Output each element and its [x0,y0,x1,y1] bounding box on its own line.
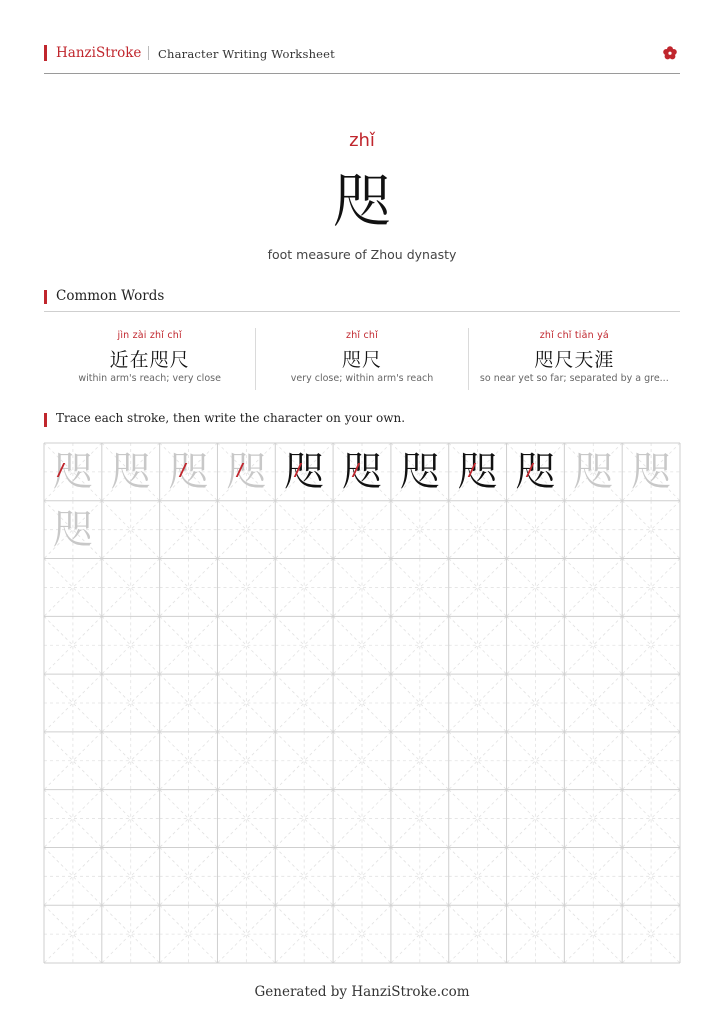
practice-cell[interactable]: 咫 [631,448,672,495]
practice-cell[interactable] [102,732,160,790]
practice-cell[interactable] [507,674,565,732]
practice-cell[interactable] [160,790,218,848]
practice-cell[interactable]: 咫 [573,448,614,495]
practice-cell[interactable]: 咫 [284,448,325,495]
practice-cell[interactable] [102,847,160,905]
practice-cell[interactable] [391,732,449,790]
stroke-highlight [57,463,72,477]
brand-name: HanziStroke [56,45,142,61]
practice-cell[interactable] [217,616,275,674]
practice-cell[interactable] [391,790,449,848]
practice-cell[interactable] [391,559,449,617]
practice-cell[interactable] [44,905,102,963]
practice-cell[interactable] [391,674,449,732]
practice-cell[interactable] [160,905,218,963]
practice-cell[interactable] [275,501,333,559]
practice-cell[interactable] [275,790,333,848]
practice-cell[interactable] [622,732,680,790]
practice-cell[interactable]: 咫 [52,506,93,553]
practice-cell[interactable] [449,905,507,963]
practice-cell[interactable]: 咫 [399,448,440,495]
practice-cell[interactable] [391,616,449,674]
practice-cell[interactable] [275,559,333,617]
practice-cell[interactable] [333,674,391,732]
practice-cell[interactable] [622,905,680,963]
practice-cell[interactable] [44,616,102,674]
common-words-list [44,328,680,390]
practice-cell[interactable] [622,559,680,617]
practice-cell[interactable] [160,616,218,674]
practice-cell[interactable] [333,501,391,559]
practice-cell[interactable] [217,847,275,905]
practice-cell[interactable] [44,732,102,790]
word-pinyin: zhǐ chǐ tiān yá [539,330,609,341]
practice-cell[interactable] [507,732,565,790]
section-divider [44,311,680,312]
practice-cell[interactable] [622,847,680,905]
practice-cell[interactable] [622,501,680,559]
practice-cell[interactable] [622,616,680,674]
practice-cell[interactable]: 咫 [226,448,267,495]
practice-grid [43,442,681,964]
common-words-title: Common Words [56,288,165,304]
word-hanzi: 咫尺 [341,349,382,371]
practice-cell[interactable] [564,905,622,963]
word-pinyin: jìn zài zhǐ chǐ [117,330,182,341]
practice-cell[interactable] [275,905,333,963]
practice-cell[interactable] [564,559,622,617]
word-card [44,328,255,390]
practice-cell[interactable] [564,847,622,905]
section-accent-bar [44,413,47,427]
main-character: 咫 [332,167,391,235]
practice-cell[interactable] [217,501,275,559]
practice-cell[interactable] [217,905,275,963]
stroke-highlight [178,463,193,477]
word-card [255,328,467,390]
character-pinyin: zhǐ [349,130,375,151]
practice-cell[interactable] [449,732,507,790]
practice-cell[interactable]: 咫 [110,448,151,495]
practice-cell[interactable] [160,559,218,617]
practice-cell[interactable] [333,732,391,790]
character-meaning: foot measure of Zhou dynasty [267,247,457,262]
practice-cell[interactable]: 咫 [168,448,209,495]
practice-cell[interactable] [44,847,102,905]
word-translation: very close; within arm's reach [290,373,434,384]
section-accent-bar [44,290,47,304]
practice-cell[interactable]: 咫 [341,448,382,495]
page-footer: Generated by HanziStroke.com [254,984,470,1000]
worksheet-subtitle: Character Writing Worksheet [158,47,336,61]
practice-cell[interactable] [622,674,680,732]
practice-cell[interactable] [44,674,102,732]
practice-cell[interactable] [391,905,449,963]
stroke-highlight [352,463,367,477]
stroke-highlight [236,463,251,477]
practice-cell[interactable]: 咫 [515,448,556,495]
practice-cell[interactable] [622,790,680,848]
practice-cell[interactable] [102,501,160,559]
page-header [44,44,680,74]
practice-cell[interactable] [507,847,565,905]
practice-cell[interactable] [564,616,622,674]
practice-cell[interactable] [507,905,565,963]
word-pinyin: zhǐ chǐ [346,330,378,341]
practice-cell[interactable] [217,732,275,790]
common-words-heading [44,288,164,304]
practice-cell[interactable] [275,674,333,732]
word-hanzi: 咫尺天涯 [534,349,615,371]
word-card [468,328,680,390]
practice-instruction: Trace each stroke, then write the character on your own. [56,411,406,425]
practice-cell[interactable] [217,674,275,732]
stroke-highlight [294,463,309,477]
practice-cell[interactable] [102,790,160,848]
practice-heading [44,411,405,425]
word-translation: so near yet so far; separated by a gre... [479,373,669,384]
practice-cell[interactable] [102,559,160,617]
practice-cell[interactable] [160,501,218,559]
practice-cell[interactable] [217,790,275,848]
practice-cell[interactable] [102,616,160,674]
practice-cell[interactable] [333,559,391,617]
practice-cell[interactable] [564,732,622,790]
practice-cell[interactable] [449,790,507,848]
practice-cell[interactable] [564,790,622,848]
practice-cell[interactable] [391,847,449,905]
practice-cell[interactable] [449,674,507,732]
practice-cell[interactable] [333,905,391,963]
practice-cell[interactable] [333,790,391,848]
practice-cell[interactable] [507,501,565,559]
stroke-highlight [467,463,482,477]
practice-cell[interactable] [102,674,160,732]
practice-cell[interactable]: 咫 [457,448,498,495]
practice-cell[interactable] [391,501,449,559]
practice-cell[interactable] [275,847,333,905]
practice-cell[interactable] [217,559,275,617]
practice-cell[interactable] [275,616,333,674]
practice-cell[interactable] [449,616,507,674]
word-hanzi: 近在咫尺 [109,349,190,371]
practice-cell[interactable] [449,847,507,905]
practice-cell[interactable] [44,790,102,848]
practice-cell[interactable] [160,674,218,732]
word-translation: within arm's reach; very close [78,373,221,384]
grid-cells [44,443,680,963]
header-divider [148,46,149,60]
practice-cell[interactable] [507,559,565,617]
practice-cell[interactable] [507,790,565,848]
practice-cell[interactable] [449,501,507,559]
practice-cell[interactable] [102,905,160,963]
practice-cell[interactable]: 咫 [52,448,93,495]
practice-cell[interactable] [507,616,565,674]
brand-accent-bar [44,45,47,61]
practice-cell[interactable] [44,559,102,617]
practice-cell[interactable] [333,616,391,674]
practice-cell[interactable] [333,847,391,905]
practice-cell[interactable] [160,847,218,905]
flower-icon [662,45,678,61]
practice-cell[interactable] [449,559,507,617]
practice-cell[interactable] [564,501,622,559]
practice-cell[interactable] [564,674,622,732]
practice-cell[interactable] [160,732,218,790]
stroke-highlight [525,463,540,477]
practice-cell[interactable] [275,732,333,790]
